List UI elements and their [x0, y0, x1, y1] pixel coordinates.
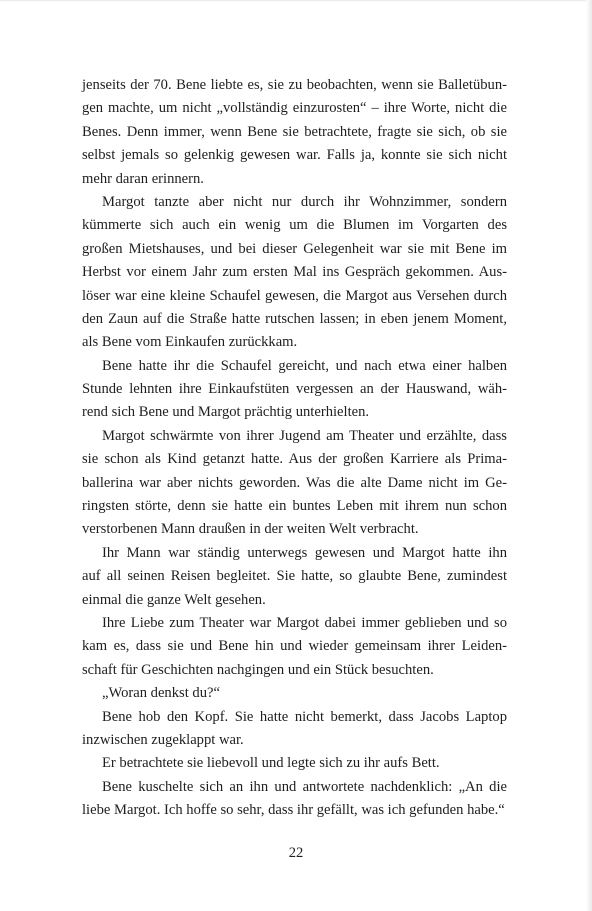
text-line: Bene hob den Kopf. Sie hatte nicht bemerkt, dass Jacobs Laptop	[102, 708, 507, 725]
text-line: Ihre Liebe zum Theater war Margot dabei immer geblieben und so	[102, 614, 507, 631]
text-line: Ihr Mann war ständig unterwegs gewesen und Margot hatte ihn	[102, 544, 507, 561]
text-line: gen machte, um nicht „vollständig einzurosten“ – ihre Worte, nicht die	[82, 100, 507, 117]
text-line: Benes. Denn immer, wenn Bene sie betrachtete, fragte sie sich, ob sie	[82, 123, 507, 140]
text-line: kam es, dass sie und Bene hin und wieder gemeinsam ihrer Leiden-	[82, 638, 507, 655]
text-line: inzwischen zugeklappt war.	[82, 731, 244, 748]
text-line: selbst jemals so gelenkig gewesen war. Falls ja, konnte sie sich nicht	[82, 147, 507, 164]
page-number: 22	[288, 845, 304, 861]
text-line: Bene hatte ihr die Schaufel gereicht, und nach etwa einer halben	[102, 357, 507, 374]
text-line: löser war eine kleine Schaufel gewesen, die Margot aus Versehen durch	[82, 287, 507, 304]
body-text	[82, 74, 507, 823]
text-line: Stunde lehnten ihre Einkaufstüten vergessen an der Hauswand, wäh-	[82, 381, 507, 398]
text-line: jenseits der 70. Bene liebte es, sie zu beobachten, wenn sie Balletübun-	[82, 77, 507, 93]
text-line: auf all seinen Reisen begleitet. Sie hatte, so glaubte Bene, zumindest	[82, 568, 507, 585]
text-line: Margot schwärmte von ihrer Jugend am Theater und erzählte, dass	[102, 427, 507, 444]
text-line: als Bene vom Einkaufen zurückkam.	[82, 334, 298, 351]
text-line: ringsten störte, denn sie hatte ein buntes Leben mit ihrem nun schon	[82, 498, 507, 515]
text-line: verstorbenen Mann draußen in der weiten Welt verbracht.	[82, 521, 419, 538]
text-line: mehr daran erinnern.	[82, 170, 204, 187]
text-line: Bene kuschelte sich an ihn und antwortete nachdenklich: „An die	[102, 778, 507, 795]
text-line: den Zaun auf die Straße hatte rutschen lassen; in eben jenem Moment,	[82, 310, 507, 327]
text-line: Margot tanzte aber nicht nur durch ihr Wohnzimmer, sondern	[102, 193, 507, 210]
text-line: einmal die ganze Welt gesehen.	[82, 591, 266, 608]
text-line: schaft für Geschichten nachgingen und ein Stück besuchten.	[82, 661, 434, 678]
text-line: kümmerte sich auch ein wenig um die Blumen im Vorgarten des	[82, 217, 507, 234]
text-line: rend sich Bene und Margot prächtig unterhielten.	[82, 404, 370, 421]
page-edge-right	[586, 0, 592, 911]
text-line: liebe Margot. Ich hoffe so sehr, dass ihr gefällt, was ich gefunden habe.“	[82, 802, 505, 819]
text-line: „Woran denkst du?“	[102, 685, 220, 702]
text-line: Er betrachtete sie liebevoll und legte sich zu ihr aufs Bett.	[102, 755, 440, 772]
text-line: Herbst vor einem Jahr zum ersten Mal ins Gespräch gekommen. Aus-	[82, 264, 507, 281]
page-edge-top	[0, 0, 592, 2]
text-line: ballerina war aber nichts geworden. Was die alte Dame nicht im Ge-	[82, 474, 507, 491]
text-line: sie schon als Kind getanzt hatte. Aus der großen Karriere als Prima-	[82, 451, 507, 468]
text-line: großen Mietshauses, und bei dieser Gelegenheit war sie mit Bene im	[82, 240, 507, 257]
